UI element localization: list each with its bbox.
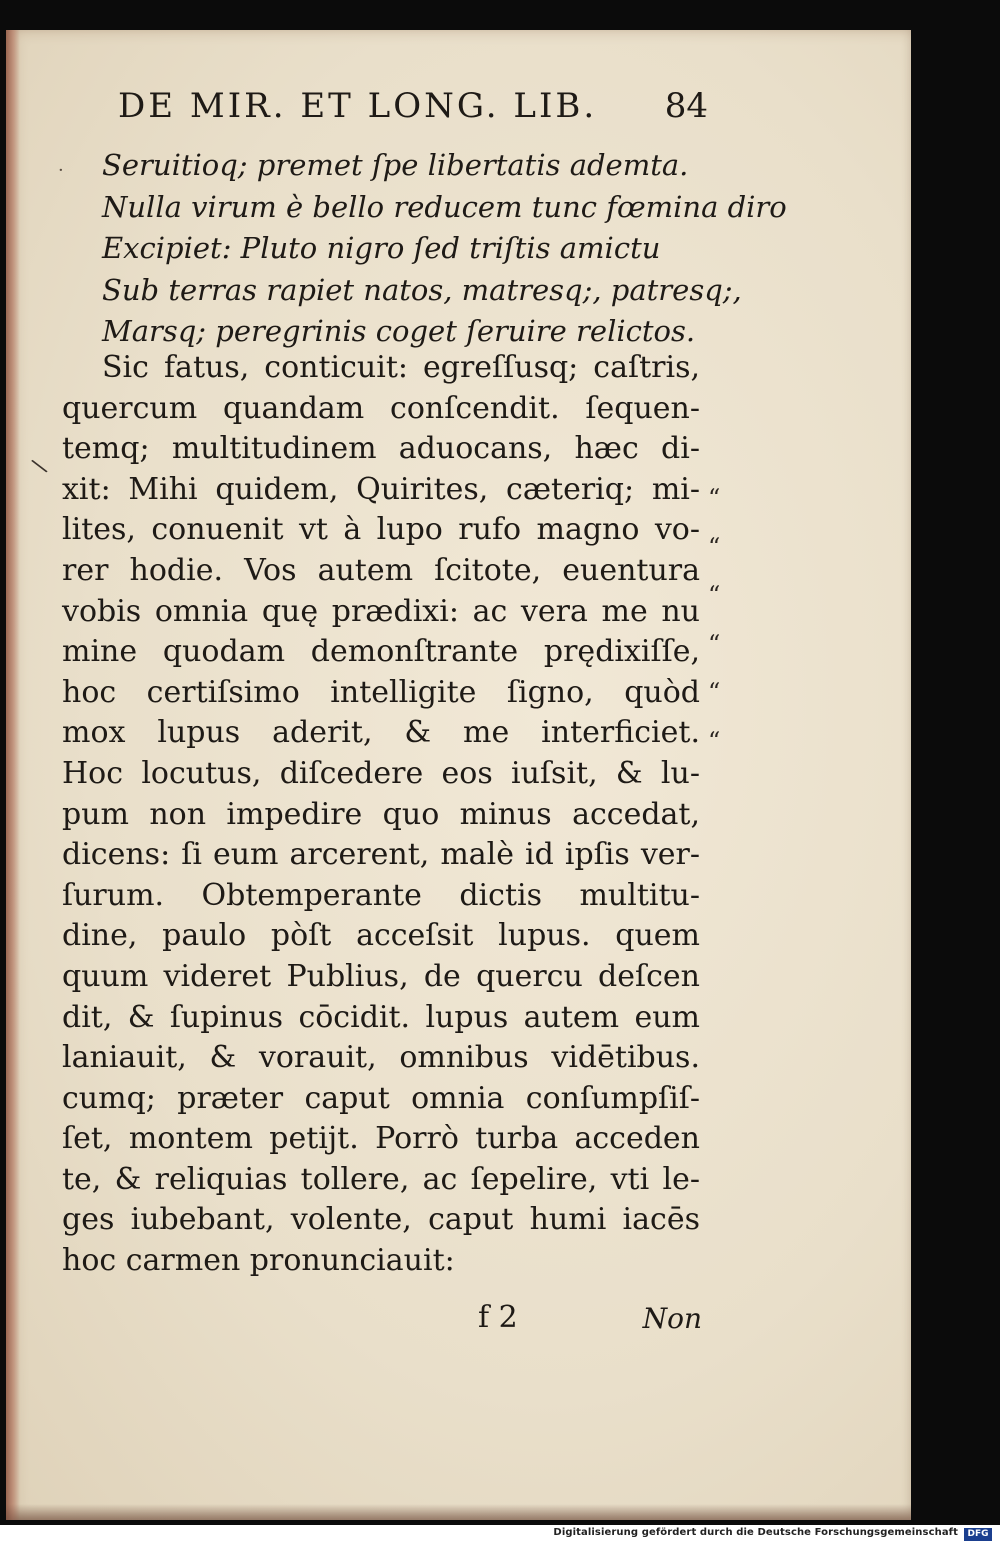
- text-line: mine quodam demonſtrante prędixiſſe,: [62, 634, 700, 670]
- running-head: DE MIR. ET LONG. LIB.: [118, 86, 598, 126]
- signature-mark: f 2: [478, 1300, 518, 1335]
- text-line: Sic fatus, conticuit: egreſſusq; caſtris,: [102, 350, 700, 385]
- quote-mark: “: [708, 532, 721, 561]
- text-line: hoc certiſsimo intelligite ſigno, quòd: [62, 674, 700, 710]
- text-line: hoc carmen pronunciauit:: [62, 1243, 455, 1279]
- verse-line: Nulla virum è bello reducem tunc fœmina diro: [102, 189, 787, 224]
- catchword: Non: [642, 1302, 702, 1335]
- text-line: cumq; præter caput omnia conſumpſiſ-: [62, 1080, 700, 1116]
- footer-bar: [0, 1525, 1000, 1545]
- text-line: xit: Mihi quidem, Quirites, cæteriq; mi-: [62, 471, 700, 507]
- quote-mark: “: [708, 484, 721, 512]
- page-bottom-shadow: [6, 1504, 911, 1520]
- verse-line: Seruitioq; premet ſpe libertatis ademta.: [102, 148, 689, 182]
- marginal-stroke: \: [29, 454, 50, 479]
- text-line: ſurum. Obtemperante dictis multitu-: [62, 877, 700, 913]
- text-line: temq; multitudinem aduocans, hæc di-: [62, 431, 700, 467]
- funding-credit: Digitalisierung gefördert durch die Deutsche Forschungsgemeinschaft: [553, 1527, 958, 1538]
- verse-block: [102, 145, 787, 353]
- margin-quotation-marks: [708, 484, 748, 775]
- catchline: [478, 1300, 708, 1340]
- quote-mark: “: [708, 581, 721, 609]
- text-line: dicens: ſi eum arcerent, malè id ipſis ver-: [62, 837, 700, 873]
- quote-mark: “: [708, 678, 721, 706]
- text-line: mox lupus aderit, & me interficiet.: [62, 715, 700, 751]
- text-line: pum non impedire quo minus accedat,: [62, 796, 700, 832]
- verse-line: Marsq; peregrinis coget ſeruire relictos.: [102, 314, 696, 348]
- text-line: Hoc locutus, diſcedere eos iuſsit, & lu-: [62, 755, 700, 791]
- text-line: quercum quandam conſcendit. ſequen-: [62, 390, 700, 426]
- text-line: vobis omnia quę prædixi: ac vera me nu: [62, 593, 700, 629]
- text-line: laniauit, & vorauit, omnibus vidētibus.: [62, 1040, 700, 1076]
- marginal-mark: ·: [58, 160, 64, 181]
- page-header: [118, 86, 708, 136]
- text-line: dit, & ſupinus cōcidit. lupus autem eum: [62, 999, 700, 1035]
- quote-mark: “: [708, 726, 721, 755]
- page-number: 84: [664, 86, 708, 126]
- verse-line: Sub terras rapiet natos, matresq;, patresq;,: [102, 272, 742, 307]
- text-line: lites, conuenit vt à lupo rufo magno vo-: [62, 512, 700, 548]
- quote-mark: “: [708, 629, 721, 658]
- text-line: dine, paulo pòſt acceſsit lupus. quem: [62, 918, 700, 954]
- dfg-logo: DFG: [964, 1528, 992, 1541]
- text-line: te, & reliquias tollere, ac ſepelire, vti le-: [62, 1161, 700, 1197]
- verse-line: Excipiet: Pluto nigro ſed triſtis amictu: [102, 231, 661, 265]
- text-line: rer hodie. Vos autem ſcitote, euentura: [62, 552, 700, 588]
- text-line: ſet, montem petijt. Porrò turba acceden: [62, 1121, 700, 1157]
- text-line: quum videret Publius, de quercu deſcen: [62, 958, 700, 994]
- text-line: ges iubebant, volente, caput humi iacēs: [62, 1202, 700, 1238]
- page-edge-shadow: [6, 30, 20, 1520]
- prose-block: [62, 348, 700, 1282]
